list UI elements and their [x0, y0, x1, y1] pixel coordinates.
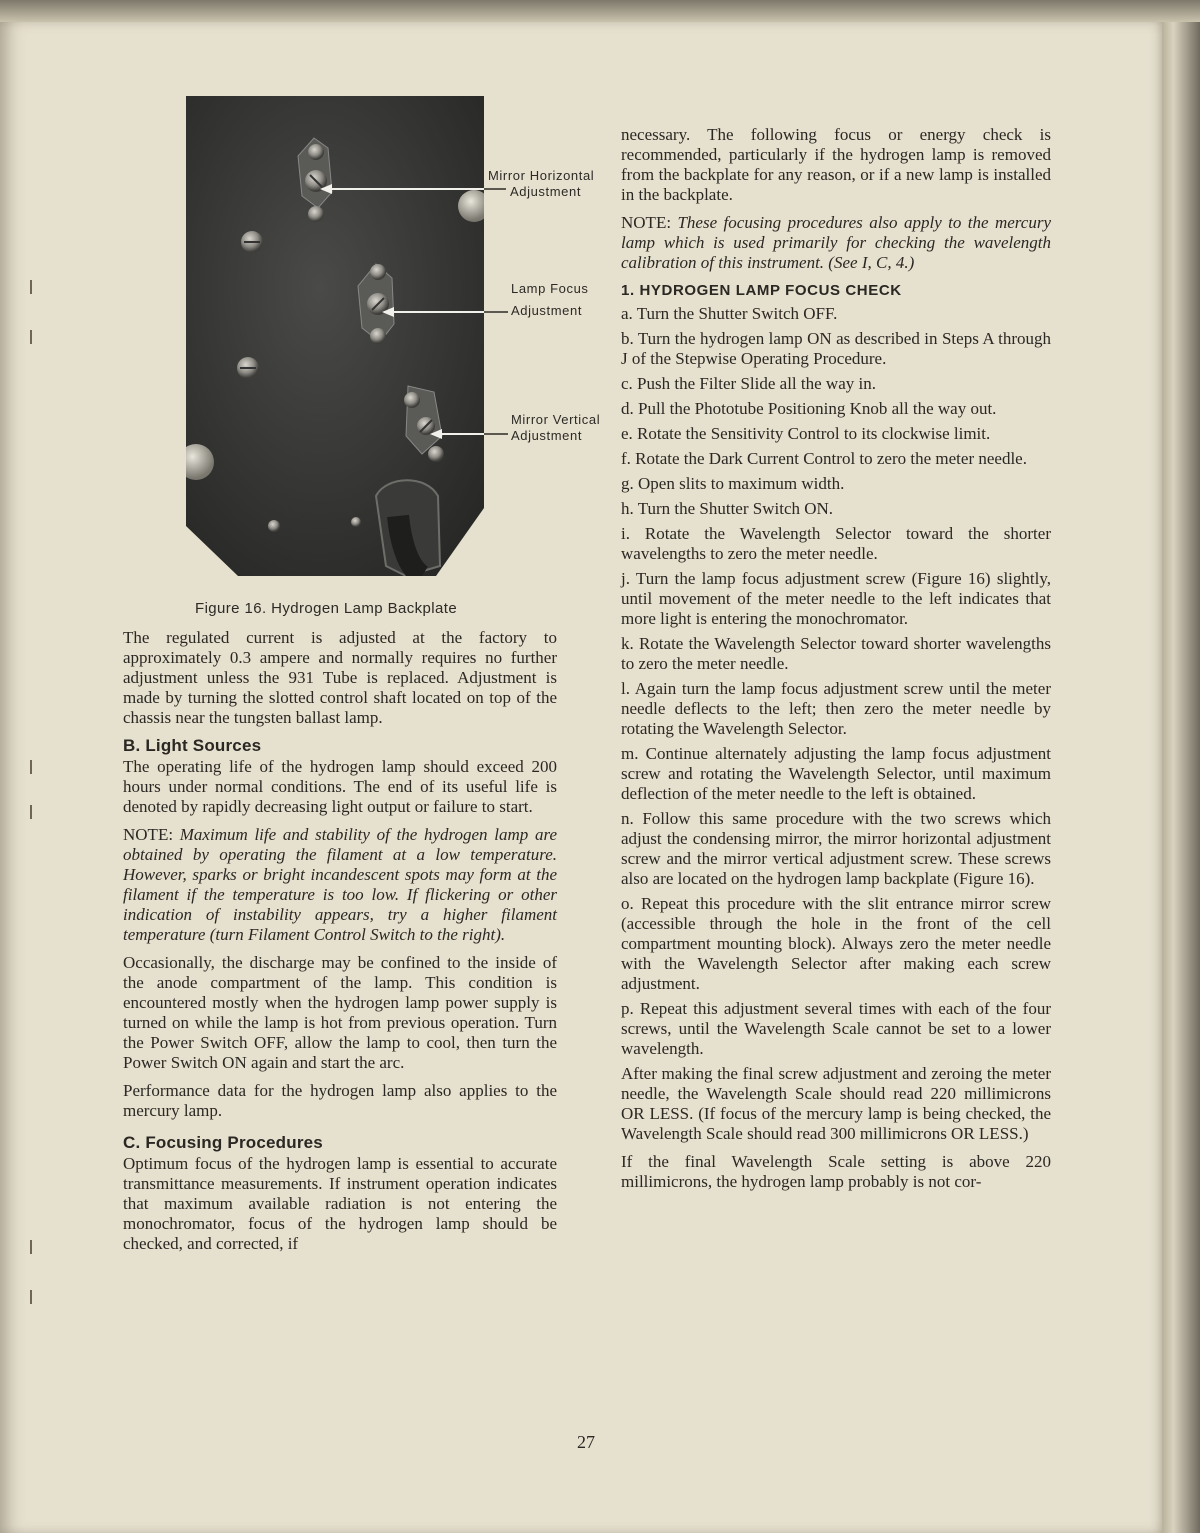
hydrogen-lamp-backplate-photo — [186, 96, 484, 576]
step-item: i. Rotate the Wavelength Selector toward the shorter wavelengths to zero the meter needle. — [621, 524, 1051, 563]
binding-mark — [30, 805, 38, 819]
note-label: NOTE: — [123, 825, 174, 844]
callout-line: Adjustment — [510, 184, 582, 199]
page-top-edge — [0, 0, 1200, 22]
check-heading: 1. HYDROGEN LAMP FOCUS CHECK — [621, 282, 902, 299]
note-text: These focusing procedures also apply to the mercury lamp which is used primarily for checking the wavelength calibration of this instrument. (See I, C, 4.) — [621, 213, 1051, 272]
page-right-edge — [1162, 22, 1200, 1533]
step-item: a. Turn the Shutter Switch OFF. — [621, 304, 838, 323]
callout-line: Lamp Focus — [511, 281, 589, 296]
callout-lamp-focus — [511, 281, 589, 319]
step-item: b. Turn the hydrogen lamp ON as described in Steps A through J of the Stepwise Operating Procedure. — [621, 329, 1051, 368]
binding-mark — [30, 1290, 38, 1304]
step-item: o. Repeat this procedure with the slit entrance mirror screw (accessible through the hole in the front of the cell compartment mounting block). Always zero the meter needle with the Wavelength Selector after making each screw adjustment. — [621, 894, 1051, 993]
step-item: g. Open slits to maximum width. — [621, 474, 845, 493]
section-heading: B. Light Sources — [123, 736, 262, 755]
page-number: 27 — [577, 1432, 595, 1452]
figure-16 — [186, 96, 484, 576]
step-item: f. Rotate the Dark Current Control to zero the meter needle. — [621, 449, 1027, 468]
callout-line: Adjustment — [511, 428, 583, 443]
binding-mark — [30, 1240, 38, 1254]
step-item: m. Continue alternately adjusting the lamp focus adjustment screw and rotating the Wavelength Selector, until maximum deflection of the meter needle to the left is obtained. — [621, 744, 1051, 803]
paragraph: Optimum focus of the hydrogen lamp is essential to accurate transmittance measurements. If instrument operation indicates that maximum available radiation is not entering the monochromator, focus of the hydrogen lamp should be checked, and corrected, if — [123, 1154, 557, 1253]
step-item: p. Repeat this adjustment several times with each of the four screws, until the Wavelength Scale cannot be set to a lower wavelength. — [621, 999, 1051, 1058]
figure-caption: Figure 16. Hydrogen Lamp Backplate — [195, 600, 458, 617]
left-column — [123, 628, 557, 1262]
paragraph: necessary. The following focus or energy check is recommended, particularly if the hydrogen lamp is removed from the backplate for any reason, or if a new lamp is installed in the backplate. — [621, 125, 1051, 204]
step-item: h. Turn the Shutter Switch ON. — [621, 499, 834, 518]
callout-mirror-vertical — [511, 412, 600, 444]
callout-leaders — [484, 180, 514, 450]
callout-line: Adjustment — [511, 303, 583, 318]
paragraph: If the final Wavelength Scale setting is above 220 millimicrons, the hydrogen lamp probably is not cor- — [621, 1152, 1051, 1191]
step-item: j. Turn the lamp focus adjustment screw (Figure 16) slightly, until movement of the meter needle to the left indicates that more light is entering the monochromator. — [621, 569, 1051, 628]
step-item: k. Rotate the Wavelength Selector toward shorter wavelengths to zero the meter needle. — [621, 634, 1051, 673]
binding-mark — [30, 330, 38, 344]
backplate — [186, 96, 484, 576]
note-paragraph — [621, 213, 1051, 273]
binding-mark — [30, 760, 38, 774]
screw-icon — [308, 144, 324, 160]
note-paragraph — [123, 825, 557, 945]
paragraph: After making the final screw adjustment and zeroing the meter needle, the Wavelength Scale should read 220 millimicrons OR LESS. (If focus of the mercury lamp is being checked, the Wavelength Scale should read 300 millimicrons OR LESS.) — [621, 1064, 1051, 1143]
callout-mirror-horizontal — [488, 168, 594, 200]
step-item: l. Again turn the lamp focus adjustment screw until the meter needle deflects to the left; then zero the meter needle by rotating the Wavelength Selector. — [621, 679, 1051, 738]
callout-line: Mirror Vertical — [511, 412, 601, 427]
step-item: e. Rotate the Sensitivity Control to its clockwise limit. — [621, 424, 991, 443]
callout-line: Mirror Horizontal — [488, 168, 595, 183]
paragraph: The operating life of the hydrogen lamp should exceed 200 hours under normal conditions. The end of its useful life is denoted by rapidly decreasing light output or failure to start. — [123, 757, 557, 816]
note-text: Maximum life and stability of the hydrogen lamp are obtained by operating the filament at a low temperature. However, sparks or bright incandescent spots may form at the filament if the temperature is too low. If flickering or other indication of instability appears, try a higher filament temperature (turn Filament Control Switch to the right). — [123, 825, 558, 944]
step-item: n. Follow this same procedure with the two screws which adjust the condensing mirror, the mirror horizontal adjustment screw and the mirror vertical adjustment screw. These screws also are located on the hydrogen lamp backplate (Figure 16). — [621, 809, 1051, 888]
step-item: c. Push the Filter Slide all the way in. — [621, 374, 876, 393]
note-label: NOTE: — [621, 213, 672, 232]
paragraph: Occasionally, the discharge may be confined to the inside of the anode compartment of the lamp. This condition is encountered mostly when the hydrogen lamp power supply is turned on while the lamp is hot from previous operation. Turn the Power Switch OFF, allow the lamp to cool, then turn the Power Switch ON again and start the arc. — [123, 953, 557, 1072]
section-heading: C. Focusing Procedures — [123, 1133, 323, 1152]
paragraph: Performance data for the hydrogen lamp also applies to the mercury lamp. — [123, 1081, 557, 1120]
step-item: d. Pull the Phototube Positioning Knob all the way out. — [621, 399, 997, 418]
binding-mark — [30, 280, 38, 294]
right-column — [621, 125, 1051, 1200]
paragraph: The regulated current is adjusted at the factory to approximately 0.3 ampere and normally requires no further adjustment unless the 931 Tube is replaced. Adjustment is made by turning the slotted control shaft located on top of the chassis near the tungsten ballast lamp. — [123, 628, 557, 727]
